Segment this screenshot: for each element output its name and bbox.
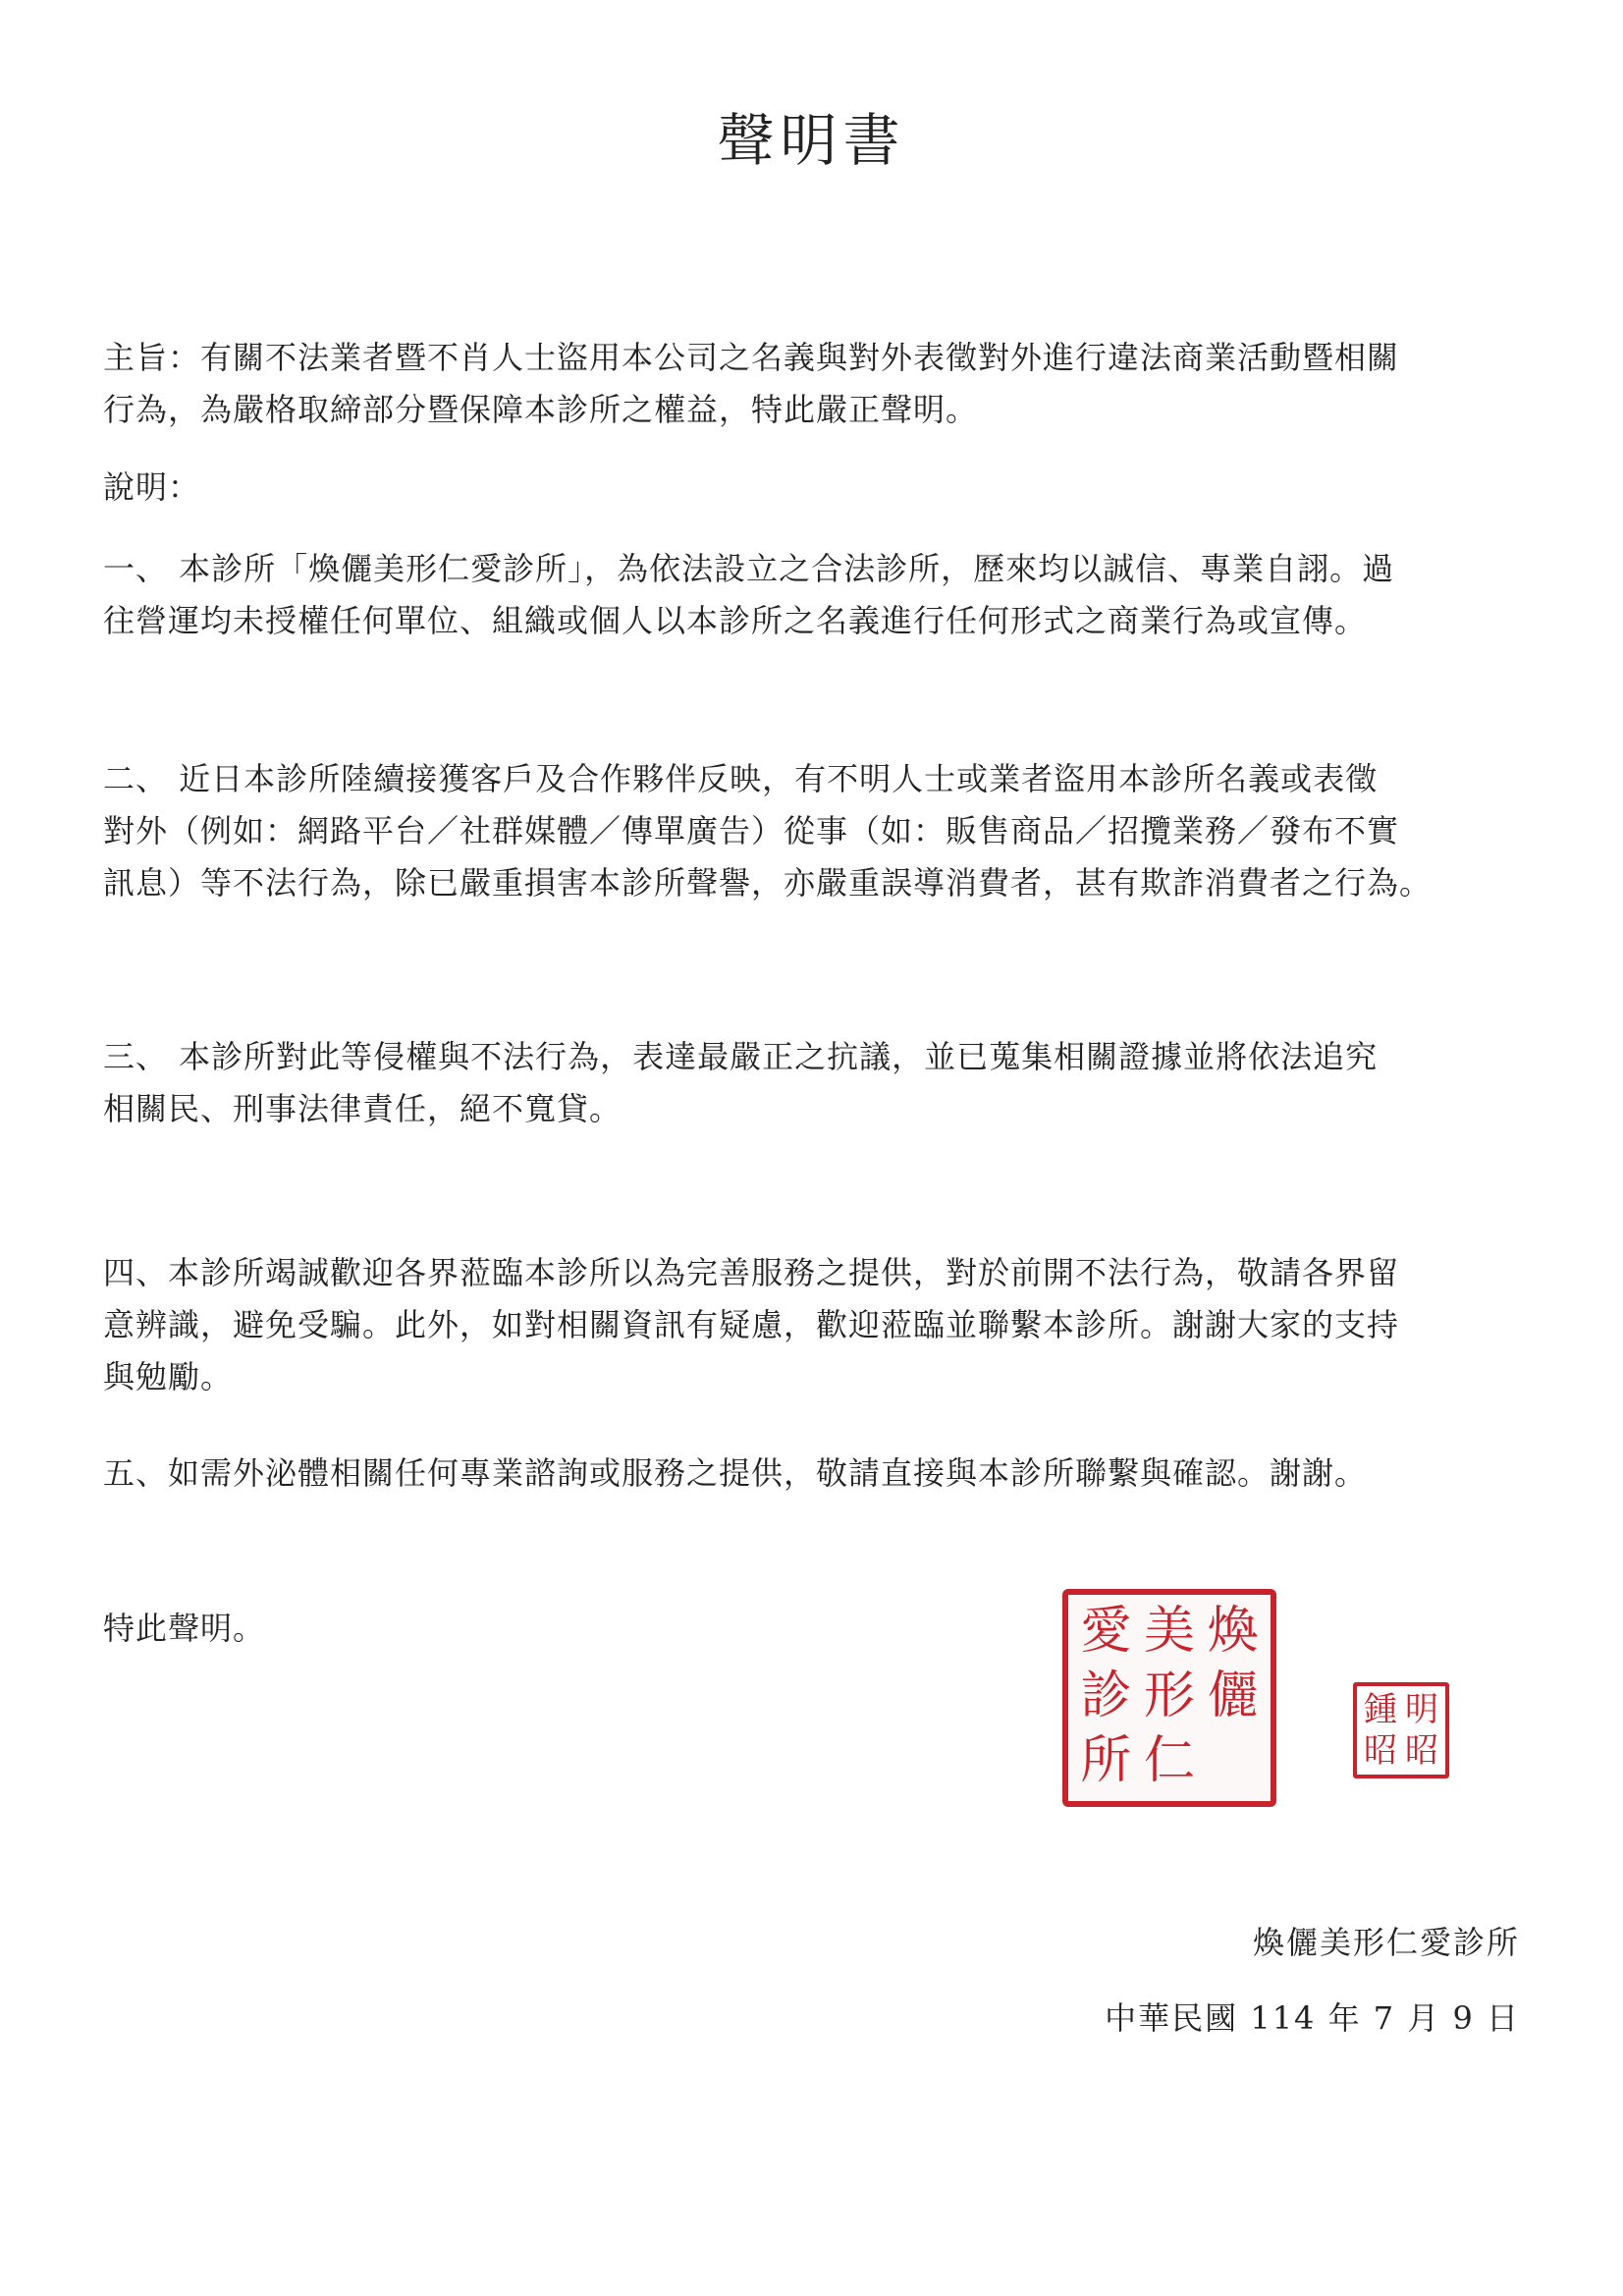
closing-statement: 特此聲明。 — [103, 1610, 266, 1647]
document-title: 聲明書 — [717, 107, 906, 174]
clinic-seal-stamp — [1062, 1589, 1276, 1807]
item-line: 二、 近日本診所陸續接獲客戶及合作夥伴反映，有不明人士或業者盜用本診所名義或表徵 — [103, 760, 1379, 797]
item-line: 一、 本診所「煥儷美形仁愛診所」，為依法設立之合法診所，歷來均以誠信、專業自詡。過 — [103, 550, 1395, 587]
item-paragraph-3 — [103, 1031, 1527, 1135]
subject-paragraph — [103, 332, 1527, 436]
seal-char: 儷 — [1207, 1667, 1259, 1725]
seal-char: 煥 — [1207, 1602, 1259, 1661]
item-paragraph-1 — [103, 543, 1527, 647]
item-line: 往營運均未授權任何單位、組織或個人以本診所之名義進行任何形式之商業行為或宣傳。 — [103, 602, 1368, 639]
seal-char: 愛 — [1080, 1602, 1132, 1661]
item-line: 四、本診所竭誠歡迎各界蒞臨本診所以為完善服務之提供，對於前開不法行為，敬請各界留 — [103, 1254, 1400, 1291]
item-paragraph-2 — [103, 753, 1527, 909]
seal-char: 明 — [1405, 1690, 1438, 1729]
subject-line: 主旨：有關不法業者暨不肖人士盜用本公司之名義與對外表徵對外進行違法商業活動暨相關 — [103, 339, 1400, 376]
item-line: 三、 本診所對此等侵權與不法行為，表達最嚴正之抗議，並已蒐集相關證據並將依法追究 — [103, 1038, 1379, 1075]
seal-char: 昭 — [1405, 1731, 1438, 1771]
item-paragraph-4 — [103, 1247, 1527, 1403]
subject-line: 行為，為嚴格取締部分暨保障本診所之權益，特此嚴正聲明。 — [103, 391, 979, 428]
item-line: 相關民、刑事法律責任，絕不寬貸。 — [103, 1090, 622, 1127]
seal-char: 鍾 — [1364, 1690, 1397, 1729]
seal-char: 診 — [1080, 1667, 1132, 1725]
personal-seal-stamp — [1353, 1682, 1449, 1778]
item-line: 訊息）等不法行為，除已嚴重損害本診所聲譽，亦嚴重誤導消費者，甚有欺詐消費者之行為。 — [103, 864, 1433, 902]
item-line: 意辨識，避免受騙。此外，如對相關資訊有疑慮，歡迎蒞臨並聯繫本診所。謝謝大家的支持 — [103, 1306, 1400, 1343]
item-line: 五、如需外泌體相關任何專業諮詢或服務之提供，敬請直接與本診所聯繫與確認。謝謝。 — [103, 1454, 1368, 1492]
item-line: 與勉勵。 — [103, 1358, 234, 1395]
seal-char: 形 — [1144, 1667, 1196, 1725]
item-line: 對外（例如：網路平台／社群媒體／傳單廣告）從事（如：販售商品／招攬業務／發布不實 — [103, 812, 1400, 849]
seal-char: 美 — [1144, 1602, 1196, 1661]
signature-clinic-name: 煥儷美形仁愛診所 — [1252, 1924, 1520, 1961]
item-paragraph-5 — [103, 1448, 1527, 1500]
seal-char — [1201, 1730, 1265, 1795]
seal-char: 仁 — [1144, 1731, 1196, 1790]
signature-date: 中華民國 114 年 7 月 9 日 — [1105, 1999, 1520, 2037]
explain-heading: 說明： — [103, 468, 201, 506]
seal-char: 所 — [1080, 1731, 1132, 1790]
seal-char: 昭 — [1364, 1731, 1397, 1771]
